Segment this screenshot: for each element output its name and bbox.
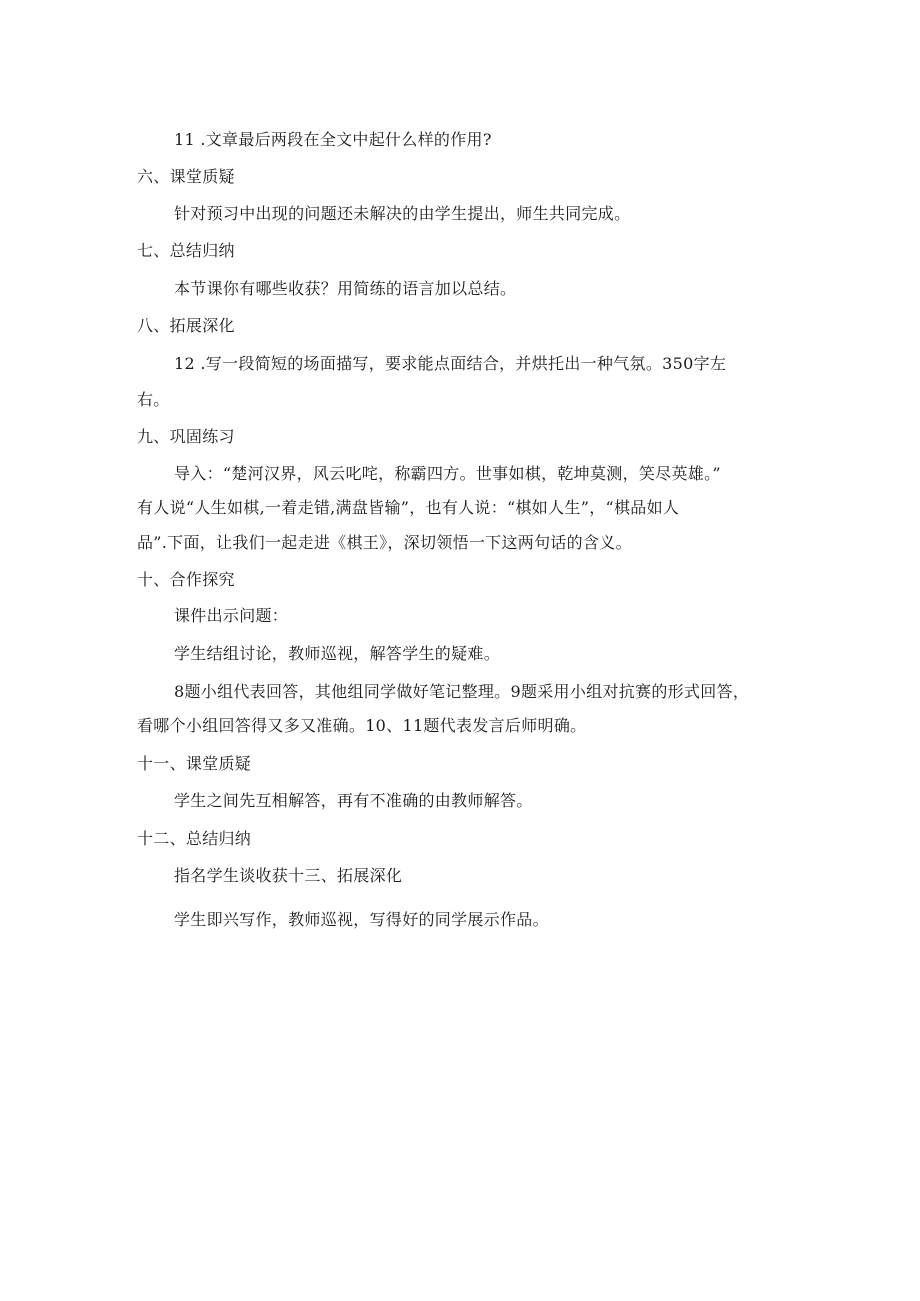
- question-12-line-1: 12 .写一段简短的场面描写，要求能点面结合，并烘托出一种气氛。350字左: [174, 354, 727, 373]
- section-13-paragraph: 学生即兴写作，教师巡视，写得好的同学展示作品。: [174, 910, 549, 929]
- section-9-paragraph-line-1: 导入：“楚河汉界，风云叱咤，称霸四方。世事如棋，乾坤莫测，笑尽英雄。”: [174, 464, 721, 483]
- section-heading-9: 九、巩固练习: [137, 427, 235, 446]
- section-heading-6: 六、课堂质疑: [137, 167, 235, 186]
- question-12-line-2: 右。: [137, 390, 170, 409]
- section-9-paragraph-line-3: 品”.下面，让我们一起走进《棋王》，深切领悟一下这两句话的含义。: [137, 533, 632, 552]
- section-9-paragraph-line-2: 有人说“人生如棋,一着走错,满盘皆输”，也有人说：“棋如人生”，“棋品如人: [137, 498, 680, 517]
- section-10-paragraph-1: 课件出示问题：: [174, 606, 289, 625]
- question-11: 11 .文章最后两段在全文中起什么样的作用?: [174, 130, 492, 149]
- section-12-paragraph: 指名学生谈收获十三、拓展深化: [174, 866, 403, 885]
- section-heading-12: 十二、总结归纳: [137, 829, 252, 848]
- section-heading-8: 八、拓展深化: [137, 316, 235, 335]
- section-10-paragraph-2: 学生结组讨论，教师巡视，解答学生的疑难。: [174, 644, 501, 663]
- section-6-paragraph: 针对预习中出现的问题还未解决的由学生提出，师生共同完成。: [174, 204, 631, 223]
- section-heading-7: 七、总结归纳: [137, 241, 235, 260]
- section-11-paragraph: 学生之间先互相解答，再有不准确的由教师解答。: [174, 791, 533, 810]
- section-heading-11: 十一、课堂质疑: [137, 754, 252, 773]
- section-heading-10: 十、合作探究: [137, 570, 235, 589]
- section-7-paragraph: 本节课你有哪些收获？用简练的语言加以总结。: [174, 279, 517, 298]
- section-10-paragraph-3-line-2: 看哪个小组回答得又多又准确。10、11题代表发言后师明确。: [137, 716, 587, 735]
- section-10-paragraph-3-line-1: 8题小组代表回答，其他组同学做好笔记整理。9题采用小组对抗赛的形式回答，: [174, 682, 750, 701]
